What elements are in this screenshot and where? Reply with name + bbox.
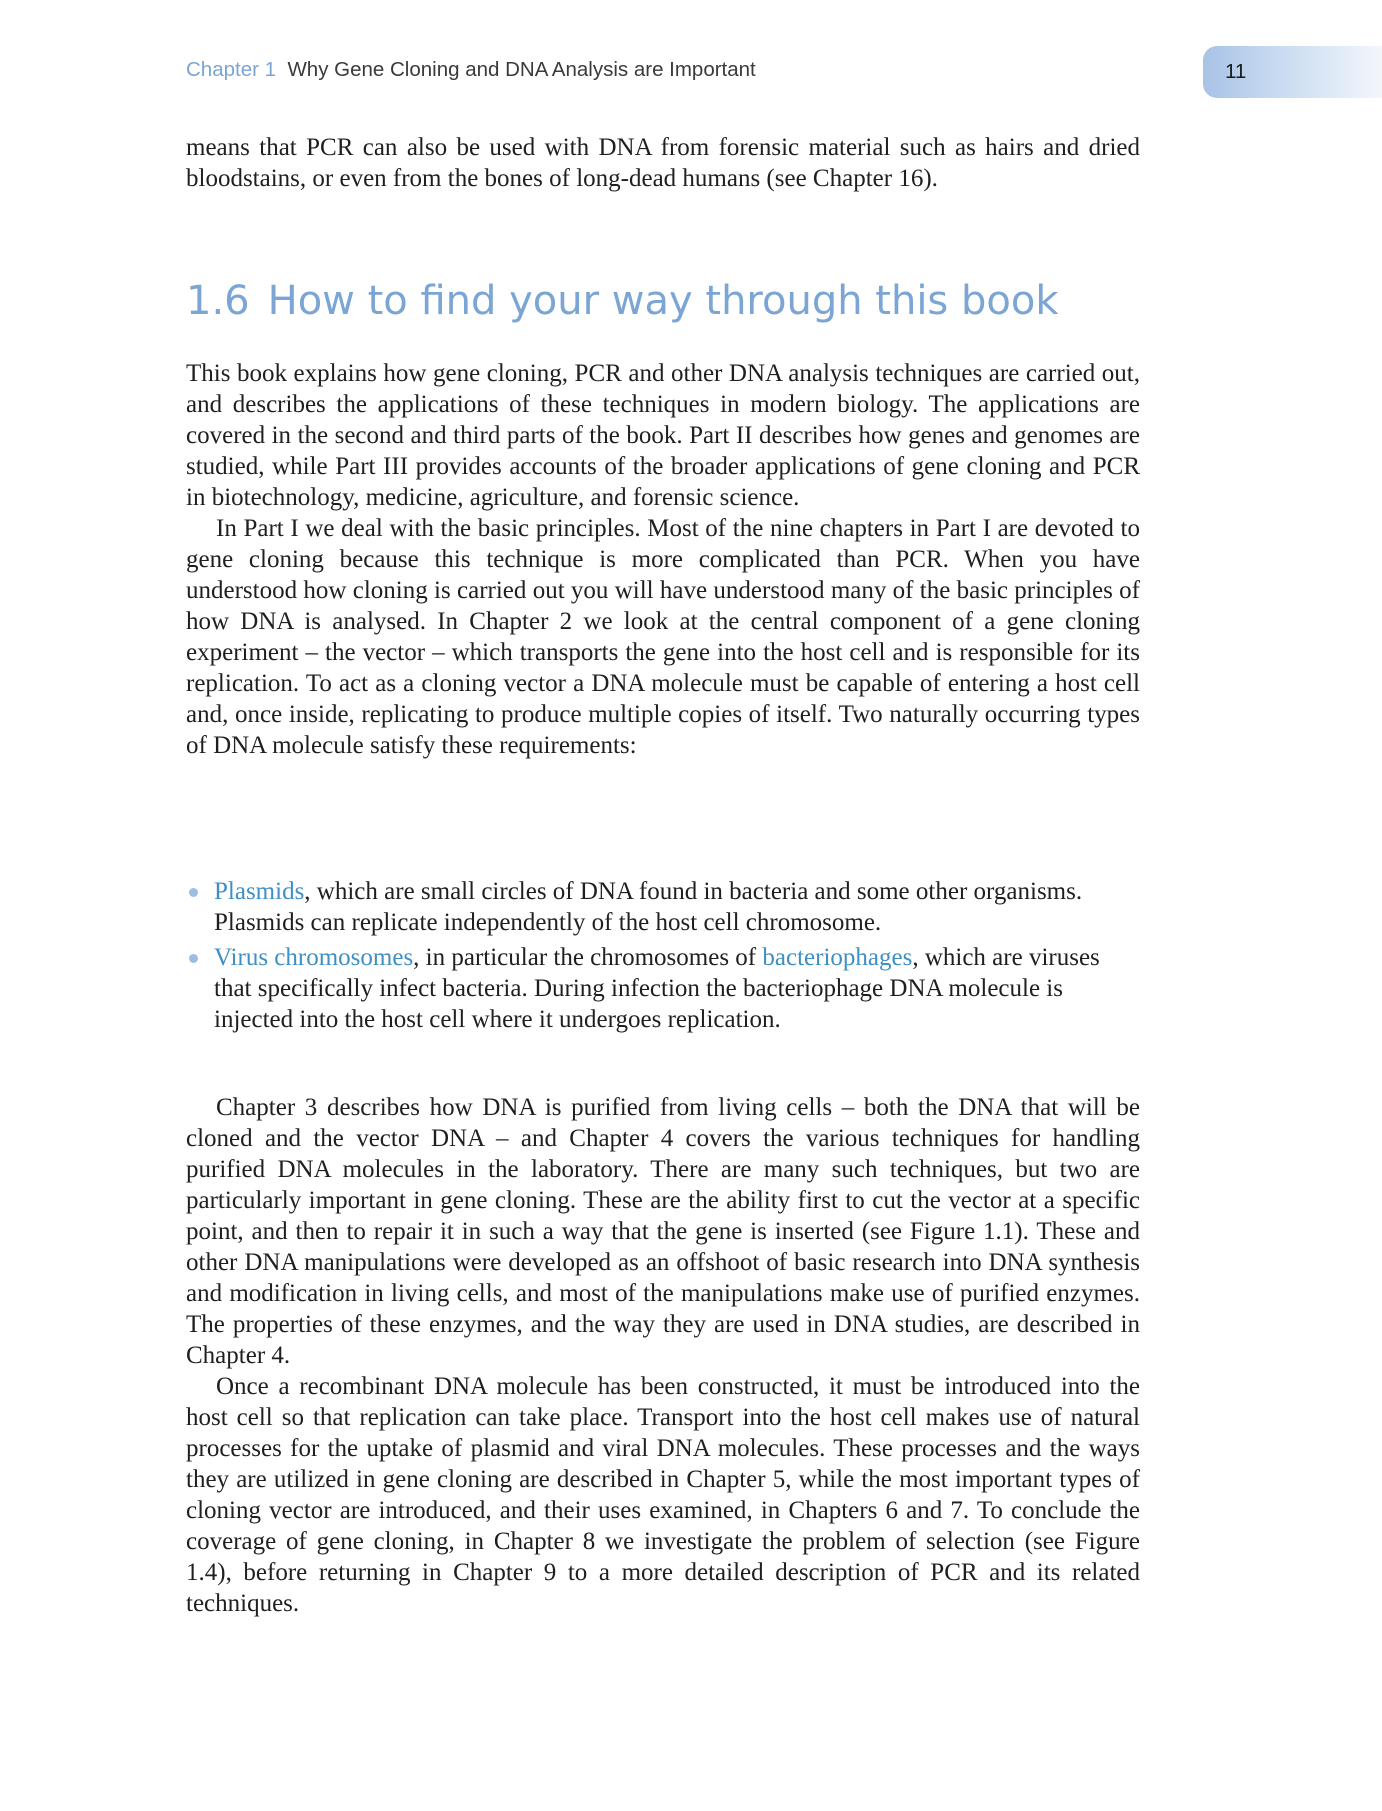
- term-plasmids: Plasmids: [214, 878, 305, 905]
- paragraph: This book explains how gene cloning, PCR and other DNA analysis techniques are carried out, and describes the applications of these techniques in modern biology. The applications are covered in the second and third parts of the book. Part II describes how genes and genomes are studied, while Part III provides accounts of the broader applications of gene cloning and PCR in biotechnology, medicine, agriculture, and forensic science.: [186, 360, 1140, 511]
- section-body-a: [186, 358, 1140, 761]
- list-item-text: , which are small circles of DNA found in bacteria and some other organisms. Plasmids can replicate independently of the host cell chromosome.: [214, 878, 1083, 936]
- term-bacteriophages: bacteriophages: [762, 944, 913, 971]
- list-item: [186, 876, 1140, 938]
- page-number-tab: [1203, 46, 1382, 98]
- page-header: [0, 0, 1382, 110]
- term-virus-chromosomes: Virus chromosomes: [214, 944, 414, 971]
- section-heading: [186, 278, 1058, 324]
- paragraph: In Part I we deal with the basic principles. Most of the nine chapters in Part I are devoted to gene cloning because this technique is more complicated than PCR. When you have understood how cloning is carried out you will have understood many of the basic principles of how DNA is analysed. In Chapter 2 we look at the central component of a gene cloning experiment – the vector – which transports the gene into the host cell and is responsible for its replication. To act as a cloning vector a DNA molecule must be capable of entering a host cell and, once inside, replicating to produce multiple copies of itself. Two naturally occurring types of DNA molecule satisfy these requirements:: [186, 515, 1140, 759]
- paragraph: means that PCR can also be used with DNA from forensic material such as hairs and dried bloodstains, or even from the bones of long-dead humans (see Chapter 16).: [186, 134, 1140, 192]
- bullet-icon: [189, 954, 198, 963]
- section-number: 1.6: [186, 278, 250, 324]
- list-item-text: , which are viruses that specifically infect bacteria. During infection the bacteriophage DNA molecule is injected into the host cell where it undergoes replication.: [214, 944, 1100, 1033]
- list-item: [186, 942, 1140, 1035]
- chapter-title: Why Gene Cloning and DNA Analysis are Important: [287, 58, 756, 81]
- list-item-text: , in particular the chromosomes of: [413, 944, 763, 971]
- chapter-label: Chapter 1: [186, 58, 277, 81]
- page-number: 11: [1225, 60, 1247, 83]
- bullet-list: [186, 876, 1140, 1039]
- bullet-icon: [189, 888, 198, 897]
- paragraph: Once a recombinant DNA molecule has been constructed, it must be introduced into the host cell so that replication can take place. Transport into the host cell makes use of natural processes for the uptake of plasmid and viral DNA molecules. These processes and the ways they are utilized in gene cloning are described in Chapter 5, while the most important types of cloning vector are introduced, and their uses examined, in Chapters 6 and 7. To conclude the coverage of gene cloning, in Chapter 8 we investigate the problem of selection (see Figure 1.4), before returning in Chapter 9 to a more detailed description of PCR and its related techniques.: [186, 1373, 1140, 1617]
- section-title: How to find your way through this book: [267, 278, 1059, 324]
- intro-text: [186, 132, 1140, 194]
- running-head: [186, 58, 756, 82]
- paragraph: Chapter 3 describes how DNA is purified from living cells – both the DNA that will be cloned and the vector DNA – and Chapter 4 covers the various techniques for handling purified DNA molecules in the laboratory. There are many such techniques, but two are particularly important in gene cloning. These are the ability first to cut the vector at a specific point, and then to repair it in such a way that the gene is inserted (see Figure 1.1). These and other DNA manipulations were developed as an offshoot of basic research into DNA synthesis and modification in living cells, and most of the manipulations make use of purified enzymes. The properties of these enzymes, and the way they are used in DNA studies, are described in Chapter 4.: [186, 1094, 1140, 1369]
- section-body-b: [186, 1092, 1140, 1619]
